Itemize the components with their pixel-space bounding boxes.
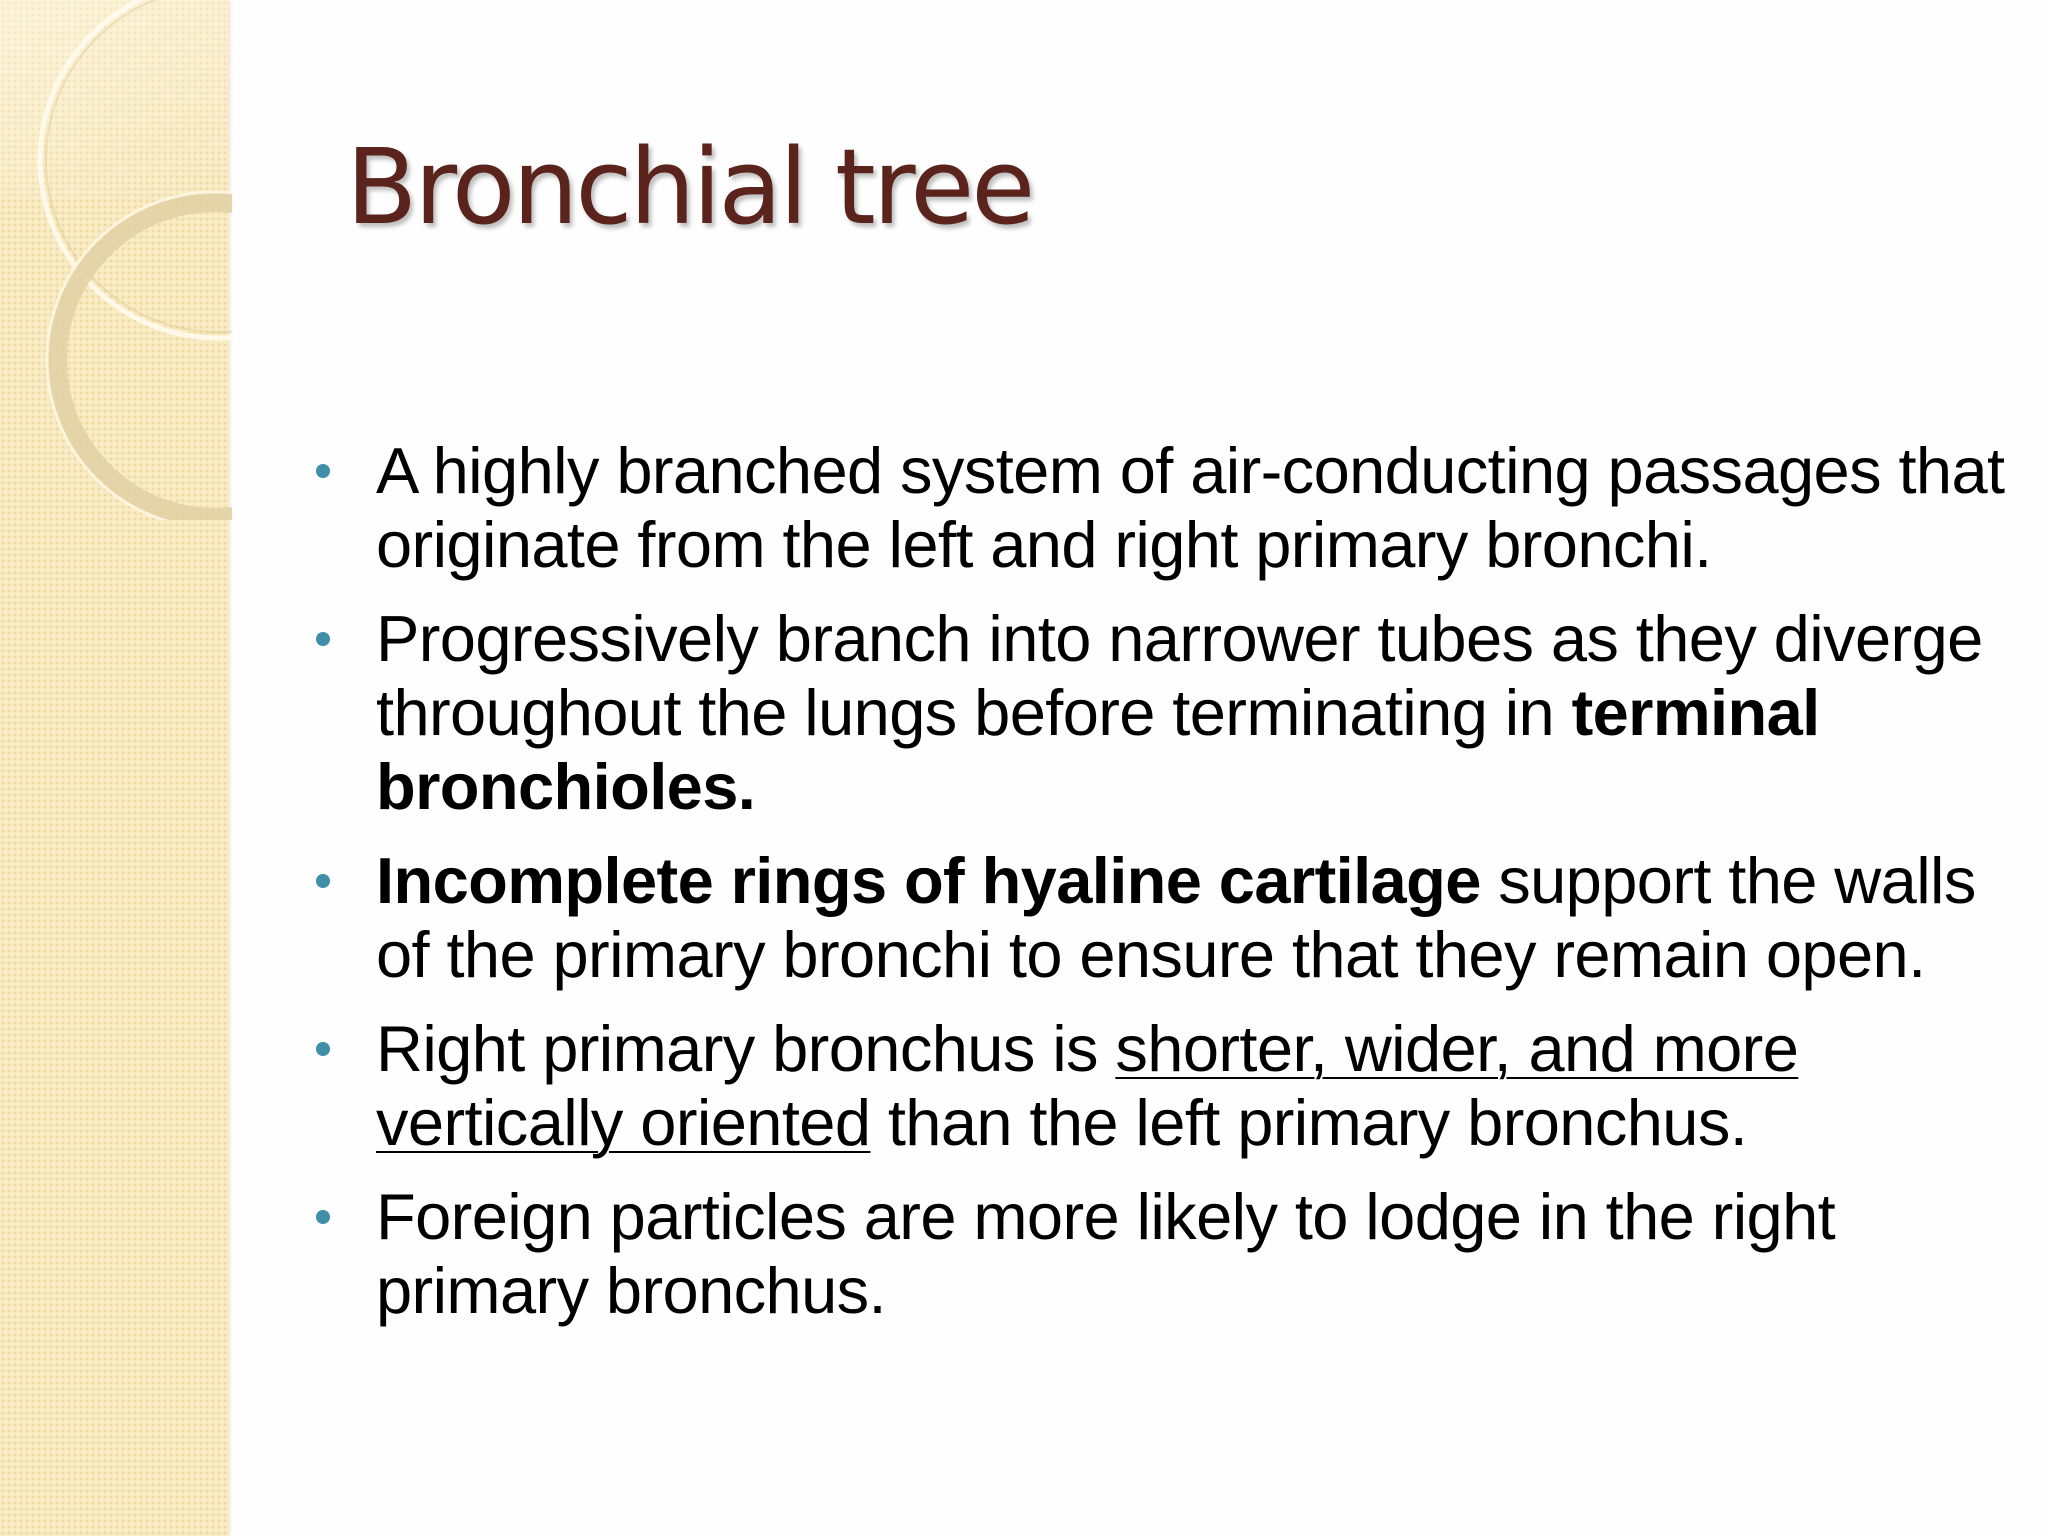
- bullet-item: [310, 602, 2030, 824]
- bullet-segment: A highly branched system of air-conducting passages that originate from the left and right primary bronchi.: [376, 434, 2005, 581]
- bullet-segment: shorter, wider, and more vertically oriented: [376, 1012, 1799, 1159]
- bullet-segment: support the walls of the primary bronchi to ensure that they remain open.: [376, 844, 1976, 991]
- bullet-dot-icon: [316, 632, 330, 646]
- bullet-segment: Progressively branch into narrower tubes as they diverge throughout the lungs before terminating in: [376, 602, 1983, 749]
- bullet-segment: Foreign particles are more likely to lodge in the right primary bronchus.: [376, 1180, 1836, 1327]
- slide-title: Bronchial tree: [346, 126, 1033, 248]
- bullet-text: [376, 602, 1983, 823]
- bullet-dot-icon: [316, 464, 330, 478]
- bullet-dot-icon: [316, 874, 330, 888]
- bullet-text: [376, 434, 2004, 581]
- bullet-segment: Right primary bronchus is: [376, 1012, 1116, 1085]
- bullet-dot-icon: [316, 1042, 330, 1056]
- bullet-segment: Incomplete rings of hyaline cartilage: [376, 844, 1481, 917]
- bullet-segment: terminal bronchioles.: [376, 676, 1820, 823]
- lower-ring-highlight: [47, 192, 232, 520]
- decorative-rings: [0, 0, 232, 520]
- bullet-list: [310, 434, 2030, 1348]
- bullet-item: [310, 1180, 2030, 1328]
- bullet-text: [376, 844, 1976, 991]
- bullet-item: [310, 844, 2030, 992]
- bullet-text: [376, 1012, 1798, 1159]
- bullet-segment: than the left primary bronchus.: [870, 1086, 1748, 1159]
- bullet-text: [376, 1180, 1835, 1327]
- bullet-dot-icon: [316, 1210, 330, 1224]
- bullet-item: [310, 434, 2030, 582]
- lower-ring: [57, 202, 232, 518]
- bullet-item: [310, 1012, 2030, 1160]
